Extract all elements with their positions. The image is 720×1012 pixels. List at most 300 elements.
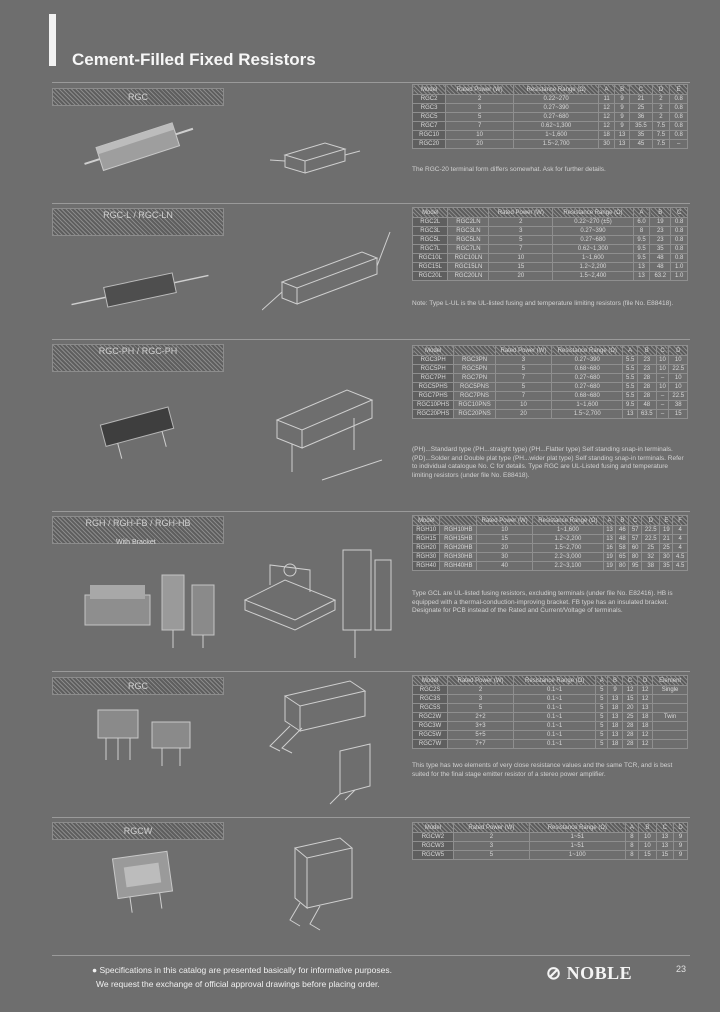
- column-header: A: [599, 85, 615, 95]
- spec-table-rgc-twin: [412, 675, 688, 749]
- model-cell: RGC3: [413, 104, 446, 113]
- table-cell: 35: [630, 131, 652, 140]
- table-row: [413, 383, 688, 392]
- table-cell: 48: [650, 263, 671, 272]
- table-row: [413, 392, 688, 401]
- model-cell: RGC5L: [413, 236, 448, 245]
- table-cell: 9: [614, 104, 630, 113]
- table-cell: 5: [596, 722, 608, 731]
- table-cell: 20: [495, 410, 552, 419]
- divider: [52, 817, 690, 818]
- column-header: C: [623, 676, 638, 686]
- table-cell: 18: [608, 704, 623, 713]
- table-cell: RGC7PN: [454, 374, 495, 383]
- table-cell: 5: [453, 851, 529, 860]
- table-header-row: [413, 676, 688, 686]
- column-header: Model: [413, 346, 454, 356]
- table-row: [413, 95, 688, 104]
- table-cell: 30: [599, 140, 615, 149]
- table-cell: 5.5: [623, 383, 638, 392]
- column-header: E: [660, 516, 673, 526]
- column-header: C: [656, 346, 669, 356]
- table-cell: 9: [674, 851, 688, 860]
- table-cell: 9.5: [623, 401, 638, 410]
- column-header: Model: [413, 208, 448, 218]
- table-cell: 22.5: [642, 535, 660, 544]
- table-cell: 4.5: [673, 562, 688, 571]
- table-cell: 40: [477, 562, 533, 571]
- table-cell: 10: [639, 842, 656, 851]
- table-cell: RGC10PNS: [454, 401, 495, 410]
- table-cell: 22.5: [642, 526, 660, 535]
- table-cell: 30: [660, 553, 673, 562]
- model-cell: RGC5PHS: [413, 383, 454, 392]
- table-cell: [653, 722, 688, 731]
- table-cell: 9.5: [633, 254, 650, 263]
- table-cell: 19: [603, 553, 616, 562]
- table-row: [413, 245, 688, 254]
- table-cell: 7: [495, 392, 552, 401]
- table-cell: 38: [642, 562, 660, 571]
- column-header: A: [633, 208, 650, 218]
- table-cell: 2: [448, 686, 514, 695]
- model-cell: RGC2L: [413, 218, 448, 227]
- table-cell: 16: [603, 544, 616, 553]
- table-cell: 2: [489, 218, 553, 227]
- table-header-row: [413, 208, 688, 218]
- table-row: [413, 272, 688, 281]
- table-cell: [653, 740, 688, 749]
- model-cell: RGC2S: [413, 686, 448, 695]
- table-cell: 2: [446, 95, 514, 104]
- table-row: [413, 544, 688, 553]
- column-header: C: [671, 208, 688, 218]
- table-cell: RGC5LN: [448, 236, 489, 245]
- table-cell: RGC7LN: [448, 245, 489, 254]
- table-cell: 35: [650, 245, 671, 254]
- table-cell: –: [656, 392, 669, 401]
- rgcw-photo: [105, 845, 180, 915]
- table-cell: 8: [625, 833, 638, 842]
- table-cell: RGC15LN: [448, 263, 489, 272]
- table-cell: 10: [656, 383, 669, 392]
- column-header: F: [673, 516, 688, 526]
- table-cell: 46: [616, 526, 629, 535]
- table-row: [413, 562, 688, 571]
- table-cell: 13: [603, 526, 616, 535]
- table-cell: 21: [660, 535, 673, 544]
- table-row: [413, 374, 688, 383]
- note-rgh: Type GCL are UL-listed fusing resistors, excluding terminals (under file No. E82416). HB is equipped with a thermal-conduction-improving bracket. FB type has an insulated bracket. Designate for PCB instead of the Rated and Current/Voltage of terminals.: [412, 590, 673, 614]
- table-cell: 10: [656, 356, 669, 365]
- column-header: A: [623, 346, 638, 356]
- table-cell: 32: [642, 553, 660, 562]
- table-cell: 3: [446, 104, 514, 113]
- table-cell: 23: [638, 365, 656, 374]
- section-label-rgh: RGH / RGH-FB / RGH-HB: [52, 516, 224, 544]
- table-cell: 57: [629, 526, 642, 535]
- table-cell: 5: [446, 113, 514, 122]
- model-cell: RGC3L: [413, 227, 448, 236]
- table-cell: 0.27~680: [552, 383, 623, 392]
- table-cell: 9.5: [633, 245, 650, 254]
- table-cell: RGC3PN: [454, 356, 495, 365]
- table-cell: 15: [489, 263, 553, 272]
- table-row: [413, 740, 688, 749]
- table-row: [413, 713, 688, 722]
- model-cell: RGC3PH: [413, 356, 454, 365]
- table-cell: 7: [495, 374, 552, 383]
- model-cell: RGH20: [413, 544, 440, 553]
- table-cell: [653, 704, 688, 713]
- model-cell: RGC20PHS: [413, 410, 454, 419]
- table-cell: 13: [614, 140, 630, 149]
- table-cell: RGH20HB: [440, 544, 477, 553]
- column-header: A: [603, 516, 616, 526]
- table-row: [413, 263, 688, 272]
- table-cell: RGC3LN: [448, 227, 489, 236]
- column-header: Resistance Range (Ω): [553, 208, 633, 218]
- model-cell: RGCW2: [413, 833, 454, 842]
- column-header: Resistance Range (Ω): [513, 676, 596, 686]
- table-cell: 0.62~1,300: [553, 245, 633, 254]
- table-cell: 23: [650, 236, 671, 245]
- table-cell: 35.5: [630, 122, 652, 131]
- table-cell: 10: [477, 526, 533, 535]
- column-header: Model: [413, 516, 440, 526]
- table-cell: 1~1,600: [553, 254, 633, 263]
- table-cell: 18: [608, 740, 623, 749]
- table-cell: 12: [599, 104, 615, 113]
- table-cell: 5: [495, 383, 552, 392]
- table-cell: 7+7: [448, 740, 514, 749]
- table-cell: 28: [623, 722, 638, 731]
- section-label-rgc: RGC: [52, 88, 224, 106]
- table-cell: 1.2~2,200: [553, 263, 633, 272]
- column-header: [440, 516, 477, 526]
- table-cell: 0.8: [671, 245, 688, 254]
- table-cell: 30: [477, 553, 533, 562]
- column-header: Rated Power (W): [453, 823, 529, 833]
- table-cell: 22.5: [669, 392, 688, 401]
- model-cell: RGH30: [413, 553, 440, 562]
- table-row: [413, 731, 688, 740]
- table-cell: 18: [638, 713, 653, 722]
- model-cell: RGC5PH: [413, 365, 454, 374]
- table-cell: –: [656, 410, 669, 419]
- table-row: [413, 356, 688, 365]
- note-rgc-l: Note: Type L-UL is the UL-listed fusing and temperature limiting resistors (file No. E88418).: [412, 300, 674, 307]
- table-cell: 25: [623, 713, 638, 722]
- table-cell: 4: [673, 526, 688, 535]
- table-cell: –: [656, 401, 669, 410]
- model-cell: RGC7: [413, 122, 446, 131]
- column-header: E: [670, 85, 688, 95]
- model-cell: RGC10L: [413, 254, 448, 263]
- table-row: [413, 851, 688, 860]
- table-cell: 36: [630, 113, 652, 122]
- footer-approval-note: We request the exchange of official approval drawings before placing order.: [96, 979, 380, 989]
- table-cell: RGH15HB: [440, 535, 477, 544]
- table-row: [413, 122, 688, 131]
- table-cell: 5.5: [623, 392, 638, 401]
- table-cell: 25: [660, 544, 673, 553]
- table-cell: 1~1,600: [552, 401, 623, 410]
- table-cell: 0.27~680: [552, 374, 623, 383]
- table-cell: 2.2~3,100: [533, 562, 604, 571]
- table-cell: 0.8: [671, 236, 688, 245]
- table-cell: 1~1,600: [514, 131, 599, 140]
- table-cell: 1.5~2,700: [514, 140, 599, 149]
- section-label-rgc-l: RGC-L / RGC-LN: [52, 208, 224, 236]
- table-cell: 13: [608, 713, 623, 722]
- table-cell: 28: [623, 740, 638, 749]
- table-cell: 0.27~390: [553, 227, 633, 236]
- footer-disclaimer: ● Specifications in this catalog are presented basically for informative purposes.: [92, 965, 392, 975]
- column-header: B: [638, 346, 656, 356]
- model-cell: RGC3S: [413, 695, 448, 704]
- spec-table-rgc: [412, 84, 688, 149]
- table-cell: 1.2~2,200: [533, 535, 604, 544]
- rgc-photo: [80, 112, 200, 182]
- table-cell: 45: [630, 140, 652, 149]
- table-cell: 5: [596, 740, 608, 749]
- table-cell: 20: [477, 544, 533, 553]
- table-row: [413, 695, 688, 704]
- column-header: Rated Power (W): [495, 346, 552, 356]
- table-row: [413, 553, 688, 562]
- column-header: C: [630, 85, 652, 95]
- model-cell: RGH10: [413, 526, 440, 535]
- column-header: [454, 346, 495, 356]
- table-row: [413, 227, 688, 236]
- table-cell: RGC20PNS: [454, 410, 495, 419]
- table-cell: 10: [495, 401, 552, 410]
- table-cell: 0.22~270: [514, 95, 599, 104]
- column-header: D: [669, 346, 688, 356]
- table-cell: RGC5PNS: [454, 383, 495, 392]
- table-row: [413, 842, 688, 851]
- table-cell: 0.8: [670, 113, 688, 122]
- table-cell: 9: [674, 842, 688, 851]
- table-cell: RGC5PN: [454, 365, 495, 374]
- table-cell: 4.5: [673, 553, 688, 562]
- table-cell: 13: [614, 131, 630, 140]
- table-cell: 6.0: [633, 218, 650, 227]
- table-cell: 5: [596, 713, 608, 722]
- table-cell: 15: [623, 695, 638, 704]
- table-cell: 38: [669, 401, 688, 410]
- table-cell: RGH10HB: [440, 526, 477, 535]
- column-header: Rated Power (W): [448, 676, 514, 686]
- table-cell: 63.5: [638, 410, 656, 419]
- table-cell: 80: [616, 562, 629, 571]
- spec-table-rgc-ph: [412, 345, 688, 419]
- model-cell: RGC20L: [413, 272, 448, 281]
- column-header: D: [642, 516, 660, 526]
- table-cell: 13: [656, 833, 673, 842]
- section-label-rgcw: RGCW: [52, 822, 224, 840]
- divider: [52, 511, 690, 512]
- table-row: [413, 254, 688, 263]
- section-label-rgc-ph: RGC-PH / RGC-PH: [52, 344, 224, 372]
- column-header: B: [608, 676, 623, 686]
- table-row: [413, 113, 688, 122]
- table-cell: 63.2: [650, 272, 671, 281]
- table-cell: 3: [489, 227, 553, 236]
- column-header: A: [596, 676, 608, 686]
- model-cell: RGC7L: [413, 245, 448, 254]
- table-cell: 0.8: [670, 104, 688, 113]
- table-cell: 12: [638, 695, 653, 704]
- model-cell: RGC10: [413, 131, 446, 140]
- table-cell: 60: [629, 544, 642, 553]
- table-cell: 95: [629, 562, 642, 571]
- column-header: B: [616, 516, 629, 526]
- table-row: [413, 686, 688, 695]
- table-cell: 0.27~390: [552, 356, 623, 365]
- table-cell: RGC2LN: [448, 218, 489, 227]
- column-header: Rated Power (W): [477, 516, 533, 526]
- table-cell: 1.5~2,400: [553, 272, 633, 281]
- column-header: Resistance Range (Ω): [514, 85, 599, 95]
- rgc-ph-drawing: [262, 360, 392, 490]
- column-header: Model: [413, 85, 446, 95]
- table-cell: 7: [446, 122, 514, 131]
- table-cell: 10: [656, 365, 669, 374]
- rgc-l-drawing: [262, 222, 392, 322]
- table-cell: –: [670, 140, 688, 149]
- table-row: [413, 131, 688, 140]
- table-cell: 7.5: [652, 131, 670, 140]
- table-cell: 13: [633, 272, 650, 281]
- table-cell: 9: [614, 95, 630, 104]
- table-cell: 19: [603, 562, 616, 571]
- table-cell: RGH40HB: [440, 562, 477, 571]
- table-cell: 57: [629, 535, 642, 544]
- table-cell: 0.1~1: [513, 740, 596, 749]
- rgc-twin-photo: [90, 700, 200, 770]
- table-row: [413, 526, 688, 535]
- page-title: Cement-Filled Fixed Resistors: [72, 50, 316, 69]
- table-cell: 9: [674, 833, 688, 842]
- rgh-drawing: [235, 540, 395, 665]
- table-cell: 20: [623, 704, 638, 713]
- table-cell: 0.1~1: [513, 713, 596, 722]
- table-cell: 13: [608, 695, 623, 704]
- table-cell: 18: [608, 722, 623, 731]
- table-cell: 5.5: [623, 365, 638, 374]
- table-cell: 7: [489, 245, 553, 254]
- spec-table-rgh: [412, 515, 688, 571]
- table-cell: 3: [495, 356, 552, 365]
- model-cell: RGC15L: [413, 263, 448, 272]
- accent-bar: [49, 14, 56, 66]
- table-cell: 0.1~1: [513, 722, 596, 731]
- note-rgc-twin: This type has two elements of very close resistance values and the same TCR, and is best suited for the final stage emitter resistor of a stereo power amplifier.: [412, 762, 673, 778]
- column-header: B: [639, 823, 656, 833]
- table-cell: 8: [625, 842, 638, 851]
- table-cell: 1~100: [529, 851, 625, 860]
- table-row: [413, 704, 688, 713]
- table-cell: 5: [495, 365, 552, 374]
- table-cell: 10: [446, 131, 514, 140]
- table-cell: 2+2: [448, 713, 514, 722]
- table-cell: 4: [673, 544, 688, 553]
- table-cell: –: [656, 374, 669, 383]
- table-cell: 12: [638, 731, 653, 740]
- model-cell: RGC5S: [413, 704, 448, 713]
- table-cell: 19: [650, 218, 671, 227]
- divider: [52, 955, 690, 956]
- column-header: C: [656, 823, 673, 833]
- table-row: [413, 833, 688, 842]
- table-cell: 19: [660, 526, 673, 535]
- note-rgc-ph: (PH)...Standard type (PH...straight type) (PH...Flatter type) Self standing snap-in terminals. (PD)...Solder and Double plat type (PH...wider plat type) Self standing snap-in terminals. Refer to individual catalogue No. C for details. Type RGC are UL-Listed fusing and temperature limiting resistors (under file No. E88418).: [412, 446, 684, 479]
- table-cell: 3: [453, 842, 529, 851]
- column-header: D: [638, 676, 653, 686]
- table-cell: 0.1~1: [513, 695, 596, 704]
- table-cell: 58: [616, 544, 629, 553]
- table-cell: 23: [650, 227, 671, 236]
- table-cell: 13: [656, 842, 673, 851]
- column-header: Resistance Range (Ω): [529, 823, 625, 833]
- with-bracket-label: With Bracket: [116, 539, 156, 546]
- model-cell: RGC5W: [413, 731, 448, 740]
- table-cell: 3: [448, 695, 514, 704]
- table-cell: 7.5: [652, 122, 670, 131]
- table-cell: 0.8: [671, 254, 688, 263]
- rgc-l-photo: [70, 260, 210, 320]
- table-cell: 0.8: [671, 227, 688, 236]
- table-row: [413, 401, 688, 410]
- table-cell: 0.1~1: [513, 731, 596, 740]
- table-cell: 0.1~1: [513, 704, 596, 713]
- table-cell: 20: [489, 272, 553, 281]
- table-cell: 2: [652, 113, 670, 122]
- table-cell: 10: [639, 833, 656, 842]
- table-cell: 35: [660, 562, 673, 571]
- table-cell: 0.27~680: [514, 113, 599, 122]
- table-cell: 12: [599, 122, 615, 131]
- table-cell: 18: [638, 722, 653, 731]
- table-cell: [653, 731, 688, 740]
- table-cell: 80: [629, 553, 642, 562]
- table-row: [413, 365, 688, 374]
- table-cell: 48: [616, 535, 629, 544]
- table-cell: 4: [673, 535, 688, 544]
- table-cell: 1~1,600: [533, 526, 604, 535]
- table-cell: 1~51: [529, 833, 625, 842]
- rgh-photo: [80, 560, 230, 650]
- table-header-row: [413, 823, 688, 833]
- table-cell: 48: [650, 254, 671, 263]
- note-rgc: The RGC-20 terminal form differs somewhat. Ask for further details.: [412, 166, 606, 173]
- table-cell: RGC10LN: [448, 254, 489, 263]
- table-cell: 0.1~1: [513, 686, 596, 695]
- table-cell: 2.2~3,000: [533, 553, 604, 562]
- table-cell: 25: [630, 104, 652, 113]
- table-cell: 28: [638, 374, 656, 383]
- model-cell: RGCW5: [413, 851, 454, 860]
- table-cell: 20: [446, 140, 514, 149]
- table-cell: 13: [608, 731, 623, 740]
- divider: [52, 203, 690, 204]
- table-cell: 5.5: [623, 374, 638, 383]
- table-cell: 5: [489, 236, 553, 245]
- spec-table-rgcw: [412, 822, 688, 860]
- table-cell: 5: [596, 695, 608, 704]
